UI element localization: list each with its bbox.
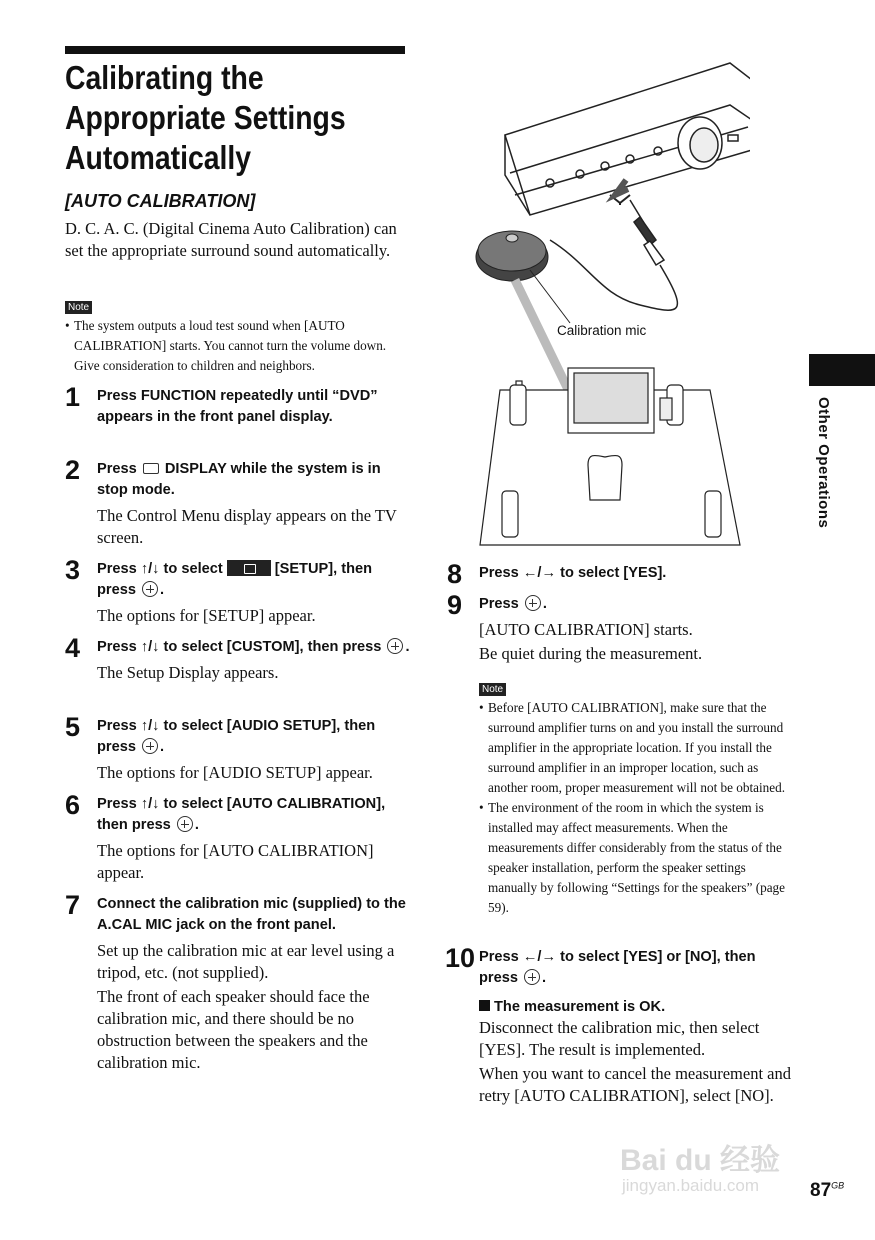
step-number: 9 xyxy=(447,590,463,620)
result-subheading: The measurement is OK. xyxy=(479,999,792,1015)
watermark-url: jingyan.baidu.com xyxy=(622,1176,760,1195)
note-item: • The environment of the room in which the system is installed may affect measurements. When the measurements differ considerably from the status of the speaker installation, perform the speaker settings manually by following “Settings for the speakers” (page 59). xyxy=(479,798,785,918)
step-heading: Press ↑/↓ to select [AUDIO SETUP], then press . xyxy=(97,718,376,755)
page-number: $87^{GB}$ xyxy=(810,1180,845,1201)
subtitle: [AUTO CALIBRATION] xyxy=(65,191,256,211)
title-line-3: Automatically xyxy=(65,139,252,176)
step-heading: Press ←/→ to select [YES] or [NO], then press . xyxy=(479,949,756,986)
step-number: 7 xyxy=(65,890,81,920)
step-heading: Press ←/→ to select [YES]. xyxy=(479,565,667,581)
enter-button-icon xyxy=(142,738,158,754)
note-item: • The system outputs a loud test sound when [AUTO CALIBRATION] starts. You cannot turn the volume down. Give consideration to children and neighbors. xyxy=(65,316,407,376)
page-title xyxy=(65,58,362,178)
step-heading: Press ↑/↓ to select [AUTO CALIBRATION], then press . xyxy=(97,796,386,833)
enter-button-icon xyxy=(177,816,193,832)
step-body: The options for [AUTO CALIBRATION] appear. xyxy=(97,841,374,882)
display-icon xyxy=(143,463,159,474)
step-number: 4 xyxy=(65,633,81,663)
enter-button-icon xyxy=(524,969,540,985)
step-10 xyxy=(445,943,792,1109)
step-number: 5 xyxy=(65,712,81,742)
note-list-1 xyxy=(65,316,407,376)
step-number: 1 xyxy=(65,382,81,412)
title-line-1: Calibrating the xyxy=(65,59,264,96)
step-5 xyxy=(65,712,410,786)
title-line-2: Appropriate Settings xyxy=(65,99,346,136)
note-list-2 xyxy=(479,698,785,918)
step-heading: Press ↑/↓ to select [SETUP], then press . xyxy=(97,561,373,598)
mic-cable xyxy=(550,240,677,310)
step-heading: Press . xyxy=(479,596,547,612)
setup-toolbox-icon xyxy=(227,560,271,576)
step-body: The options for [AUDIO SETUP] appear. xyxy=(97,763,373,782)
note-badge: Note xyxy=(65,301,92,314)
calibration-mic-puck xyxy=(476,231,548,281)
step-body: The options for [SETUP] appear. xyxy=(97,606,316,625)
watermark-logo: Bai du 经验 xyxy=(620,1144,781,1177)
step-2 xyxy=(65,455,410,551)
title-rule xyxy=(65,46,405,54)
step-body: [AUTO CALIBRATION] starts. Be quiet during the measurement. xyxy=(479,620,703,663)
intro-paragraph: D. C. A. C. (Digital Cinema Auto Calibration) can set the appropriate surround sound automatically. xyxy=(65,219,397,260)
note-badge: Note xyxy=(479,683,506,696)
calibration-mic-label: Calibration mic xyxy=(557,323,647,338)
step-body: Set up the calibration mic at ear level using a tripod, etc. (not supplied). The front of each speaker should face the calibration mic, and there should be no obstruction between the speakers and the calibration mic. xyxy=(97,941,395,1072)
enter-button-icon xyxy=(142,581,158,597)
step-heading: Connect the calibration mic (supplied) to the A.CAL MIC jack on the front panel. xyxy=(97,896,406,933)
step-number: 3 xyxy=(65,555,81,585)
step-heading: Press FUNCTION repeatedly until “DVD” appears in the front panel display. xyxy=(97,388,378,425)
step-number: 10 xyxy=(445,943,476,973)
step-heading: Press DISPLAY while the system is in stop mode. xyxy=(97,461,381,498)
step-number: 8 xyxy=(447,559,463,589)
result-section xyxy=(479,999,792,1107)
step-8 xyxy=(447,559,792,589)
step-heading: Press ↑/↓ to select [CUSTOM], then press . xyxy=(97,639,410,655)
enter-button-icon xyxy=(525,595,541,611)
calibration-mic-diagram xyxy=(460,55,750,555)
step-6 xyxy=(65,790,410,886)
enter-button-icon xyxy=(387,638,403,654)
step-3 xyxy=(65,555,410,629)
step-9 xyxy=(447,590,792,667)
step-4 xyxy=(65,633,410,686)
section-label: Other Operations xyxy=(815,397,832,529)
step-body: The Setup Display appears. xyxy=(97,663,279,682)
result-body: Disconnect the calibration mic, then select [YES]. The result is implemented. When you want to cancel the measurement and retry [AUTO CALIBRATION], select [NO]. xyxy=(479,1018,792,1105)
note-item: • Before [AUTO CALIBRATION], make sure that the surround amplifier turns on and you install the surround amplifier in the appropriate location. If you install the surround amplifier in an improper location, such as another room, proper measurement will not be obtained. xyxy=(479,698,785,798)
square-bullet-icon xyxy=(479,1000,490,1011)
step-number: 6 xyxy=(65,790,81,820)
step-body: The Control Menu display appears on the TV screen. xyxy=(97,506,397,547)
step-number: 2 xyxy=(65,455,81,485)
section-tab xyxy=(809,354,875,386)
room-layout-illustration xyxy=(480,368,740,545)
step-7 xyxy=(65,890,410,1076)
mic-plug xyxy=(630,200,664,265)
step-1 xyxy=(65,382,410,428)
